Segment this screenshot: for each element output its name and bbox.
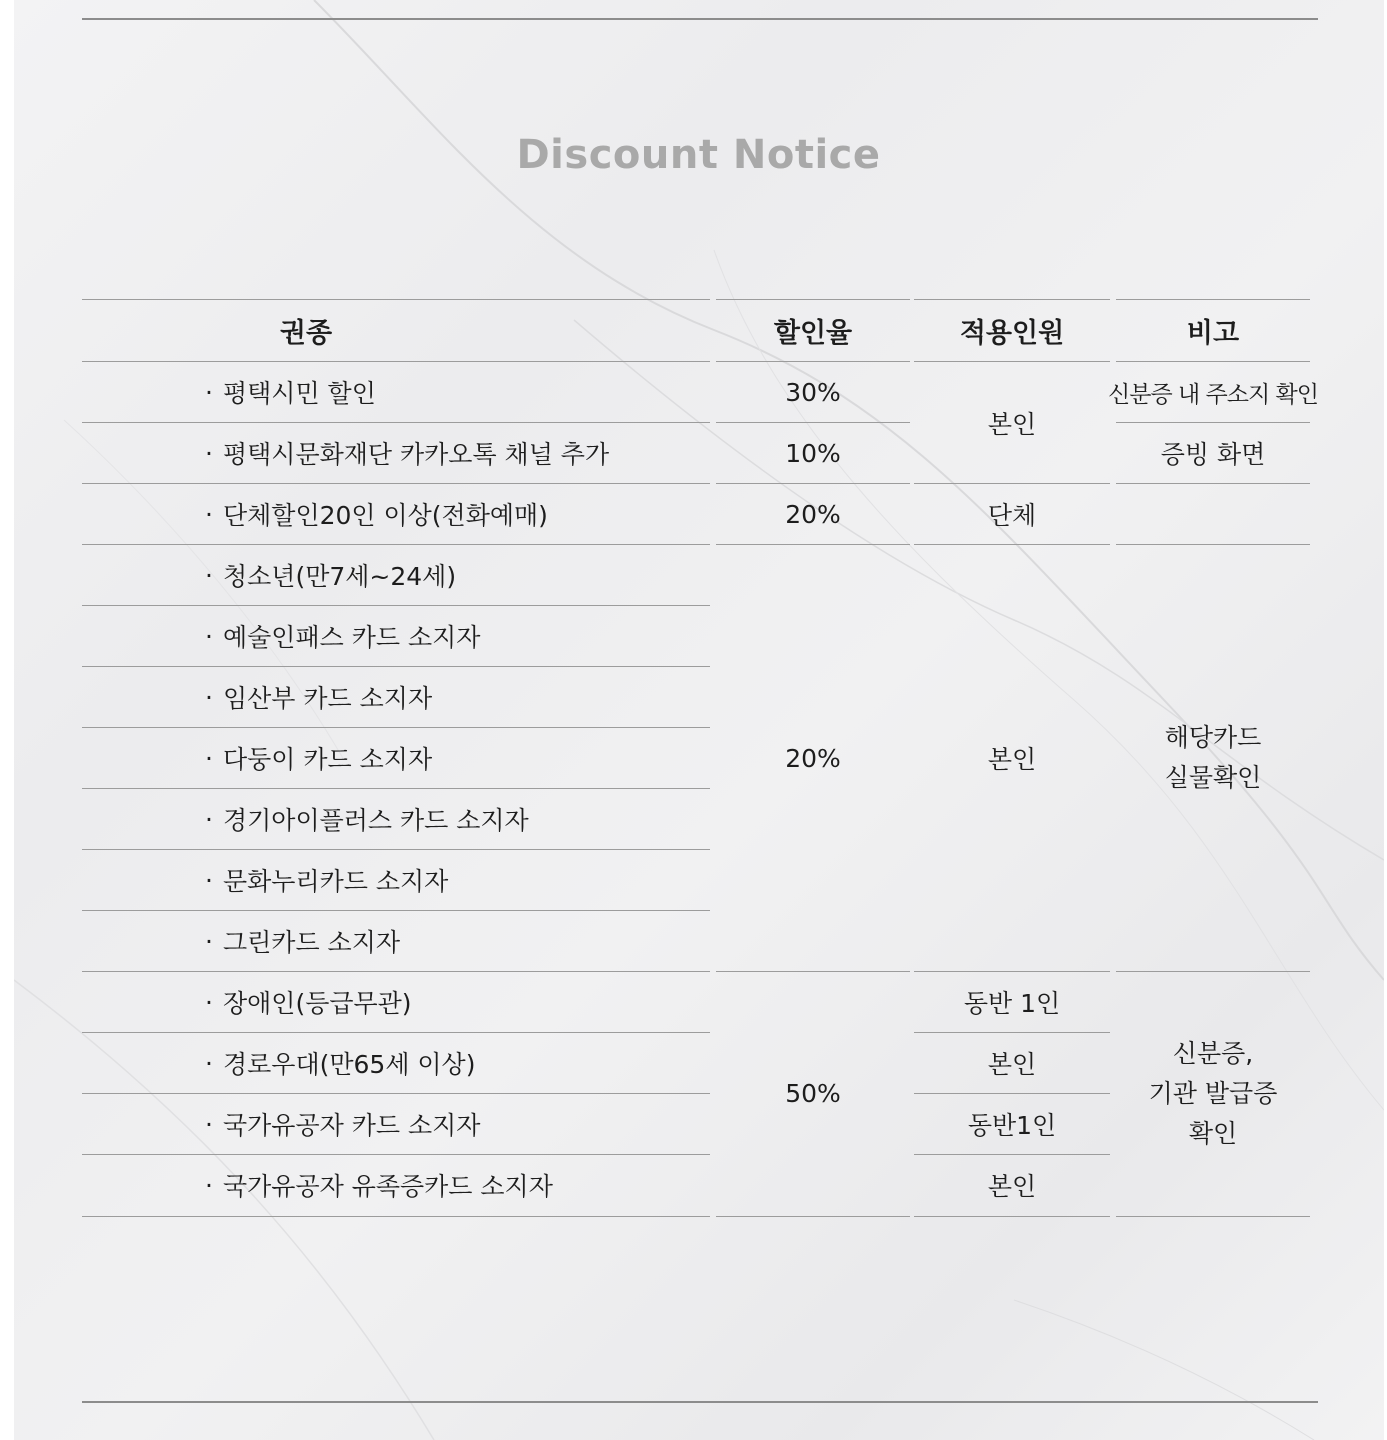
table-rule xyxy=(82,910,710,911)
bullet: · xyxy=(205,1048,213,1078)
note-line: 신분증, xyxy=(1172,1038,1254,1068)
note-cell: 신분증 내 주소지 확인 xyxy=(1108,381,1318,408)
table-rule xyxy=(1116,544,1310,545)
table-rule xyxy=(82,1032,710,1033)
rate-cell: 10% xyxy=(785,438,841,468)
table-rule xyxy=(716,299,910,300)
applicable-cell: 단체 xyxy=(987,501,1037,530)
table-row xyxy=(82,1155,710,1215)
applicable-cell: 본인 xyxy=(987,745,1037,774)
bullet: · xyxy=(205,377,213,407)
table-row xyxy=(82,606,710,666)
table-rule xyxy=(914,483,1110,484)
table-row xyxy=(82,850,710,910)
bullet: · xyxy=(205,1170,213,1200)
row-label: 평택시문화재단 카카오톡 채널 추가 xyxy=(223,440,610,469)
page-title: Discount Notice xyxy=(516,132,881,178)
table-rule xyxy=(716,483,910,484)
table-row xyxy=(82,728,710,788)
table-row xyxy=(82,362,710,422)
row-label: 평택시민 할인 xyxy=(223,379,376,408)
bullet: · xyxy=(205,987,213,1017)
row-label: 그린카드 소지자 xyxy=(223,928,400,957)
note-cell xyxy=(1116,545,1310,971)
bullet: · xyxy=(205,865,213,895)
bullet: · xyxy=(205,438,213,468)
table-row xyxy=(82,423,710,483)
table-rule xyxy=(716,971,910,972)
row-label: 경기아이플러스 카드 소지자 xyxy=(223,806,529,835)
table-rule xyxy=(82,666,710,667)
table-row xyxy=(82,667,710,727)
bullet: · xyxy=(205,743,213,773)
rate-cell: 30% xyxy=(785,377,841,407)
note-line: 해당카드 xyxy=(1164,723,1262,752)
table-rule xyxy=(82,1154,710,1155)
bottom-divider xyxy=(82,1401,1318,1403)
header-note: 비고 xyxy=(1186,317,1240,349)
table-rule xyxy=(82,483,710,484)
rate-cell: 20% xyxy=(785,499,841,529)
row-label: 문화누리카드 소지자 xyxy=(223,867,449,896)
table-rule xyxy=(82,361,710,362)
table-rule xyxy=(914,1032,1110,1033)
table-rule xyxy=(914,544,1110,545)
row-label: 국가유공자 카드 소지자 xyxy=(223,1111,481,1140)
note-cell: 증빙 화면 xyxy=(1160,440,1266,469)
table-rule xyxy=(82,422,710,423)
row-label: 다둥이 카드 소지자 xyxy=(223,745,433,774)
bullet: · xyxy=(205,621,213,651)
applicable-cell: 본인 xyxy=(987,1050,1037,1079)
applicable-cell: 본인 xyxy=(987,409,1037,439)
header-ticket-type: 권종 xyxy=(279,317,333,349)
table-rule xyxy=(82,1093,710,1094)
table-row xyxy=(82,911,710,971)
bullet: · xyxy=(205,560,213,590)
table-rule xyxy=(716,544,910,545)
table-rule xyxy=(82,971,710,972)
row-label: 국가유공자 유족증카드 소지자 xyxy=(223,1172,553,1201)
bullet: · xyxy=(205,926,213,956)
applicable-cell: 동반 1인 xyxy=(963,989,1061,1018)
table-rule xyxy=(82,299,710,300)
table-rule xyxy=(82,849,710,850)
table-rule xyxy=(914,1154,1110,1155)
table-rule xyxy=(914,361,1110,362)
header-discount-rate: 할인율 xyxy=(773,317,853,349)
note-line: 실물확인 xyxy=(1164,763,1262,792)
bullet: · xyxy=(205,1109,213,1139)
table-rule xyxy=(82,788,710,789)
table-row xyxy=(82,1033,710,1093)
table-rule xyxy=(1116,422,1310,423)
table-row xyxy=(82,1094,710,1154)
table-row xyxy=(82,545,710,605)
bullet: · xyxy=(205,804,213,834)
row-label: 예술인패스 카드 소지자 xyxy=(223,623,481,652)
row-label: 경로우대(만65세 이상) xyxy=(223,1050,476,1079)
table-rule xyxy=(716,361,910,362)
rate-cell: 20% xyxy=(785,743,841,773)
table-rule xyxy=(1116,483,1310,484)
table-rule xyxy=(914,299,1110,300)
bullet: · xyxy=(205,682,213,712)
table-rule xyxy=(1116,361,1310,362)
table-row xyxy=(82,484,710,544)
table-rule xyxy=(1116,1216,1310,1217)
table-rule xyxy=(914,1216,1110,1217)
row-label: 임산부 카드 소지자 xyxy=(223,684,433,713)
table-row xyxy=(82,789,710,849)
table-rule xyxy=(914,1093,1110,1094)
header-applicable: 적용인원 xyxy=(959,317,1065,349)
note-line: 확인 xyxy=(1188,1118,1238,1148)
row-label: 장애인(등급무관) xyxy=(223,989,412,1018)
bullet: · xyxy=(205,499,213,529)
table-rule xyxy=(82,1216,710,1217)
table-rule xyxy=(82,727,710,728)
table-rule xyxy=(1116,299,1310,300)
table-rule xyxy=(82,544,710,545)
table-rule xyxy=(716,1216,910,1217)
table-rule xyxy=(82,605,710,606)
table-rule xyxy=(914,971,1110,972)
table-row xyxy=(82,972,710,1032)
row-label: 청소년(만7세~24세) xyxy=(223,562,457,591)
row-label: 단체할인20인 이상(전화예매) xyxy=(223,501,548,530)
note-cell xyxy=(1116,972,1310,1215)
note-line: 기관 발급증 xyxy=(1148,1078,1278,1108)
table-rule xyxy=(1116,971,1310,972)
rate-cell: 50% xyxy=(785,1079,841,1108)
applicable-cell: 본인 xyxy=(987,1172,1037,1201)
table-rule xyxy=(716,422,910,423)
applicable-cell: 동반1인 xyxy=(967,1111,1057,1140)
